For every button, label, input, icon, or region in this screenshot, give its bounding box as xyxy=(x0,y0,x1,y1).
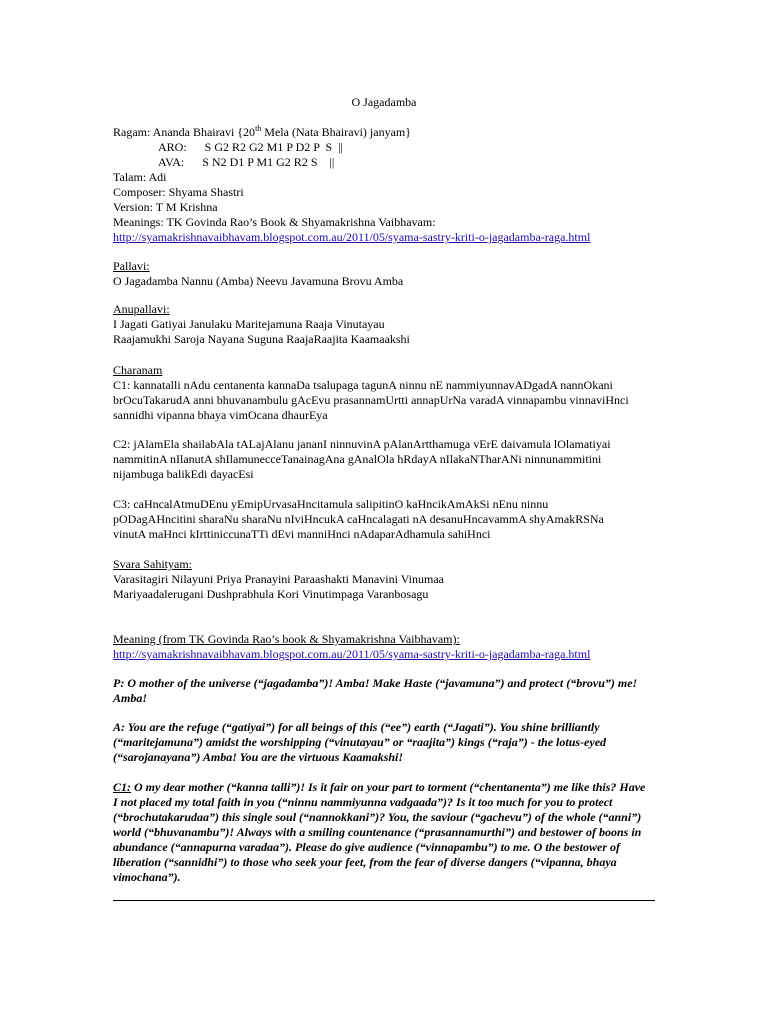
source-link[interactable]: http://syamakrishnavaibhavam.blogspot.com.au/2011/05/syama-sastry-kriti-o-jagadamba-raga.html xyxy=(113,230,591,244)
meaning-charanam-1 xyxy=(113,780,648,885)
anupallavi-heading: Anupallavi: xyxy=(113,302,170,316)
charanam-c2-line: nijambuga balikEdi dayacEsi xyxy=(113,467,254,481)
charanam-c1-line: C1: kannatalli nAdu centanenta kannaDa tsalupaga tagunA ninnu nE nammiyunnavADgadA nannOkani xyxy=(113,378,613,392)
charanam-c3-line: C3: caHncalAtmuDEnu yEmipUrvasaHncitamula salipitinO kaHncikAmAkSi nEnu ninnu xyxy=(113,497,549,511)
ava-line: AVA: S N2 D1 P M1 G2 R2 S || xyxy=(158,155,335,169)
pallavi-heading: Pallavi: xyxy=(113,259,150,273)
page-title: O Jagadamba xyxy=(351,95,417,109)
pallavi-text: O Jagadamba Nannu (Amba) Neevu Javamuna Brovu Amba xyxy=(113,274,404,288)
meaning-source-link[interactable]: http://syamakrishnavaibhavam.blogspot.com.au/2011/05/syama-sastry-kriti-o-jagadamba-raga.html xyxy=(113,647,591,661)
anupallavi-line: I Jagati Gatiyai Janulaku Maritejamuna Raaja Vinutayau xyxy=(113,317,385,331)
charanam-c3-line: pODagAHncitini sharaNu sharaNu nIviHncukA caHncalagati nA desanuHncavammA shyAmakRSNa xyxy=(113,512,604,526)
charanam-section xyxy=(113,363,673,423)
svara-sahityam-section xyxy=(113,557,673,602)
meanings-line: Meanings: TK Govinda Rao’s Book & Shyamakrishna Vaibhavam: xyxy=(113,215,436,229)
charanam-c2-line: nammitinA nIlanutA shIlamunecceTanainagAna gAnalOla hRdayA nIlakaNTharANi ninnunammitini xyxy=(113,452,602,466)
charanam-c2 xyxy=(113,437,673,482)
anupallavi-section xyxy=(113,302,673,347)
meaning-anupallavi: A: You are the refuge (“gatiyai”) for all beings of this (“ee”) earth (“Jagati”). You shine brilliantly (“maritejamuna”) amidst the worshipping (“vinutayau” or “raajita”) kings (“raja”) - the lotus-eyed (“sarojanayana”) Amba! You are the virtuous Kaamakshi! xyxy=(113,720,607,764)
meaning-pallavi: P: O mother of the universe (“jagadamba”)! Amba! Make Haste (“javamuna”) and protect (“brovu”) me! Amba! xyxy=(113,676,638,705)
meaning-c1-label: C1: xyxy=(113,780,131,794)
charanam-c2-line: C2: jAlamEla shailabAla tALajAlanu jananI ninnuvinA pAlanArtthamuga vErE daivamula lOlamatiyai xyxy=(113,437,611,451)
ragam-line: Ragam: Ananda Bhairavi {20th Mela (Nata Bhairavi) janyam} xyxy=(113,124,411,139)
charanam-c1-line: brOcuTakarudA anni bhuvanambulu gAcEvu prasannamUrtti annapUrNa varadA vinnapambu vinnaviHnci xyxy=(113,393,629,407)
pallavi-section xyxy=(113,259,673,289)
charanam-heading: Charanam xyxy=(113,363,163,377)
svara-line: Mariyaadalerugani Dushprabhula Kori Vinutimpaga Varanbosagu xyxy=(113,587,429,601)
svara-line: Varasitagiri Nilayuni Priya Pranayini Paraashakti Manavini Vinumaa xyxy=(113,572,444,586)
version-line: Version: T M Krishna xyxy=(113,200,218,214)
charanam-c3-line: vinutA maHnci kIrttiniccunaTTi dEvi manniHnci nAdaparAdhamula sahiHnci xyxy=(113,527,491,541)
meaning-heading: Meaning (from TK Govinda Rao’s book & Shyamakrishna Vaibhavam): xyxy=(113,632,460,646)
charanam-c3 xyxy=(113,497,673,542)
meaning-c1-text: O my dear mother (“kanna talli”)! Is it fair on your part to torment (“chentanenta”) me like this? Have I not placed my total faith in you (“ninnu nammiyunna vadgaada”)? Is it too much for you to protect (“brochutakarudaa”) this single soul (“nannokkani”)? You, the saviour (“gachevu”) of the whole (“anni”) world (“bhuvanambu”)! Always with a smiling countenance (“prasannamurthi”) and bestower of boons in abundance (“annapurna varadaa”). Please do give audience (“vinnapambu”) to me. O the bestower of liberation (“sannidhi”) to those who seek your feet, from the fear of diverse dangers (“vipanna, bhaya vimochana”). xyxy=(113,780,646,884)
anupallavi-line: Raajamukhi Saroja Nayana Suguna RaajaRaajita Kaamaakshi xyxy=(113,332,410,346)
talam-line: Talam: Adi xyxy=(113,170,167,184)
aro-line: ARO: S G2 R2 G2 M1 P D2 P S || xyxy=(158,140,343,154)
song-info xyxy=(113,125,673,245)
svara-heading: Svara Sahityam: xyxy=(113,557,192,571)
composer-line: Composer: Shyama Shastri xyxy=(113,185,244,199)
horizontal-rule xyxy=(113,900,655,901)
charanam-c1-line: sannidhi vipanna bhaya vimOcana dhaurEya xyxy=(113,408,328,422)
meaning-section xyxy=(113,632,673,662)
